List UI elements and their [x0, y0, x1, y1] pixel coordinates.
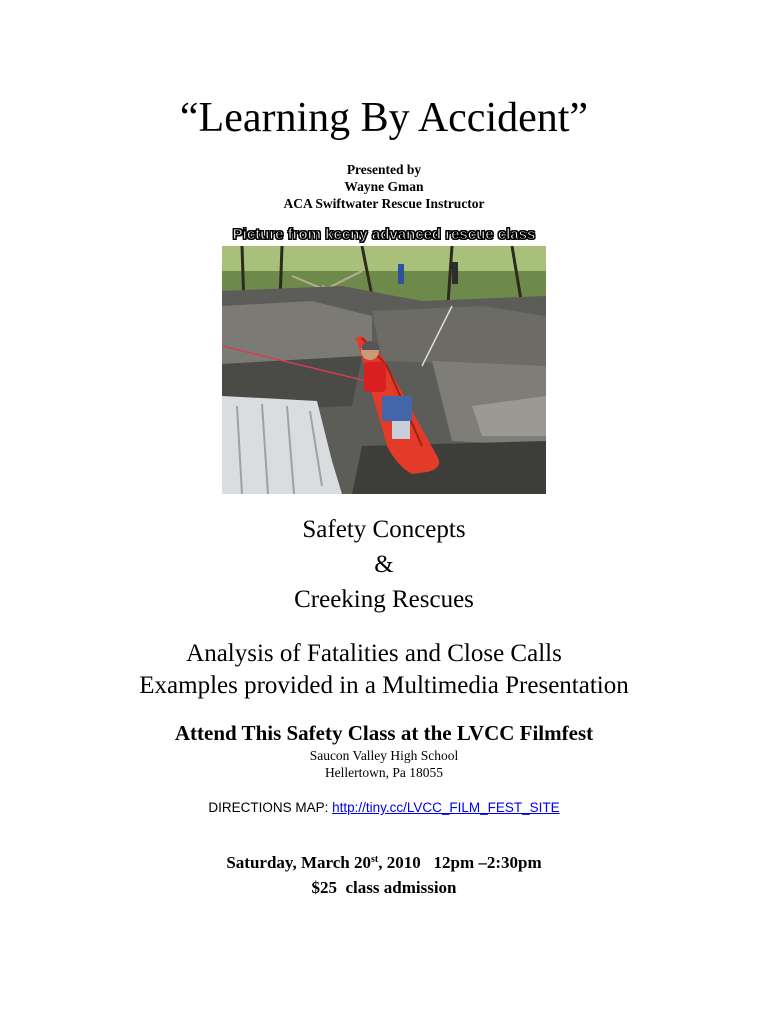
- presenter-role: ACA Swiftwater Rescue Instructor: [283, 196, 485, 211]
- photo-caption: Picture from kccny advanced rescue class: [232, 226, 536, 243]
- event-day: Saturday, March 20: [226, 853, 372, 872]
- attend-heading: Attend This Safety Class at the LVCC Filmfest: [174, 721, 594, 745]
- schedule-block: [0, 850, 768, 900]
- presenter-block: [0, 161, 768, 212]
- topics-block: [0, 512, 768, 617]
- analysis-line-2: Examples provided in a Multimedia Presentation: [139, 672, 629, 699]
- topic-creeking-rescues: Creeking Rescues: [294, 586, 474, 613]
- event-time: , 2010 12pm –2:30pm: [378, 853, 542, 872]
- analysis-block: [0, 638, 768, 702]
- venue-city: Hellertown, Pa 18055: [324, 765, 444, 780]
- kayak-rescue-photo: [222, 246, 546, 494]
- directions-map-link[interactable]: http://tiny.cc/LVCC_FILM_FEST_SITE: [332, 800, 560, 815]
- directions-line: [0, 799, 768, 817]
- topic-safety-concepts: Safety Concepts: [302, 516, 466, 543]
- venue-block: [0, 747, 768, 781]
- event-day-suffix: st: [371, 854, 379, 865]
- directions-label: DIRECTIONS MAP:: [208, 800, 333, 815]
- analysis-line-1: Analysis of Fatalities and Close Calls: [186, 640, 562, 667]
- event-datetime: [0, 850, 768, 875]
- presented-by-label: Presented by: [346, 162, 422, 177]
- presenter-name: Wayne Gman: [344, 179, 424, 194]
- event-admission: $25 class admission: [311, 878, 457, 897]
- venue-school: Saucon Valley High School: [309, 748, 459, 763]
- topic-ampersand: &: [374, 551, 394, 578]
- page-title: “Learning By Accident”: [179, 95, 589, 141]
